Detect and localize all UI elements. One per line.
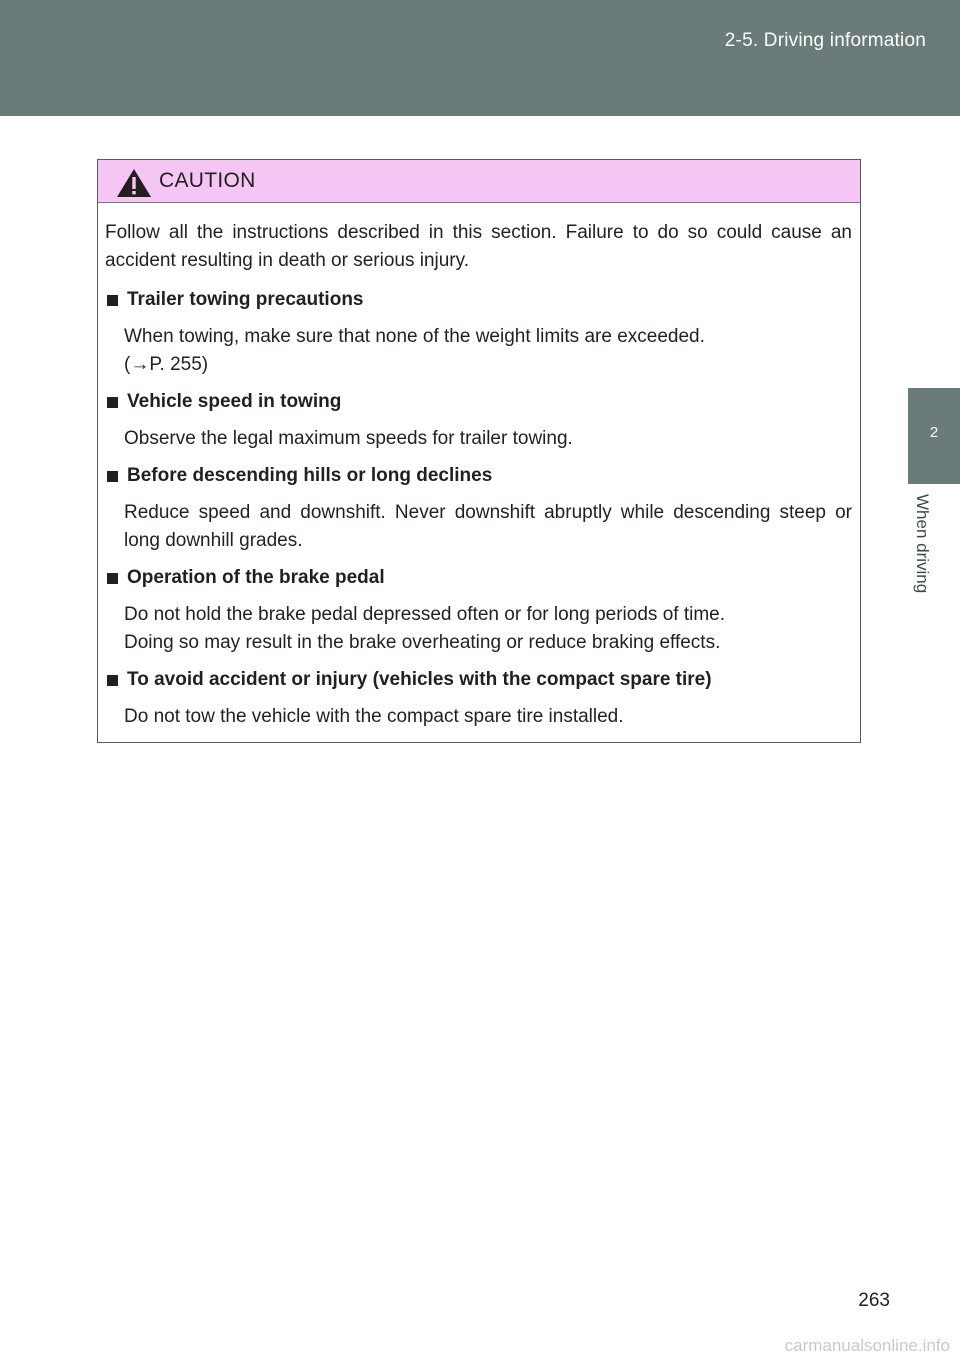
section-heading: Before descending hills or long declines: [105, 463, 852, 489]
caution-body: [98, 203, 860, 731]
section-heading: Vehicle speed in towing: [105, 389, 852, 415]
caution-title: CAUTION: [159, 169, 256, 192]
chapter-number: 2: [929, 424, 939, 441]
section-text: Reduce speed and downshift. Never downshift abruptly while descending steep or long downhill grades.: [124, 502, 852, 551]
section-heading: Operation of the brake pedal: [105, 565, 852, 591]
caution-header: [98, 160, 860, 203]
caution-intro: Follow all the instructions described in this section. Failure to do so could cause an accident resulting in death or serious injury.: [105, 222, 852, 271]
section-text: Do not hold the brake pedal depressed often or for long periods of time. Doing so may result in the brake overheating or reduce braking effects.: [124, 604, 725, 653]
section-text: When towing, make sure that none of the weight limits are exceeded. (→P. 255): [124, 326, 705, 375]
watermark: carmanualsonline.info: [784, 1336, 950, 1355]
section-text: Observe the legal maximum speeds for trailer towing.: [124, 428, 573, 449]
section-title: 2-5. Driving information: [724, 30, 926, 51]
chapter-tab: [908, 388, 960, 484]
square-bullet-icon: [107, 675, 118, 686]
warning-triangle-icon: [116, 168, 152, 198]
page-number: 263: [858, 1290, 890, 1311]
chapter-label: When driving: [913, 494, 932, 594]
section-heading: Trailer towing precautions: [105, 287, 852, 313]
section-text: Do not tow the vehicle with the compact spare tire installed.: [124, 706, 624, 727]
caution-box: [97, 159, 861, 743]
square-bullet-icon: [107, 573, 118, 584]
square-bullet-icon: [107, 295, 118, 306]
page-header: [0, 0, 960, 116]
square-bullet-icon: [107, 397, 118, 408]
section-heading: To avoid accident or injury (vehicles with the compact spare tire): [105, 667, 852, 693]
square-bullet-icon: [107, 471, 118, 482]
